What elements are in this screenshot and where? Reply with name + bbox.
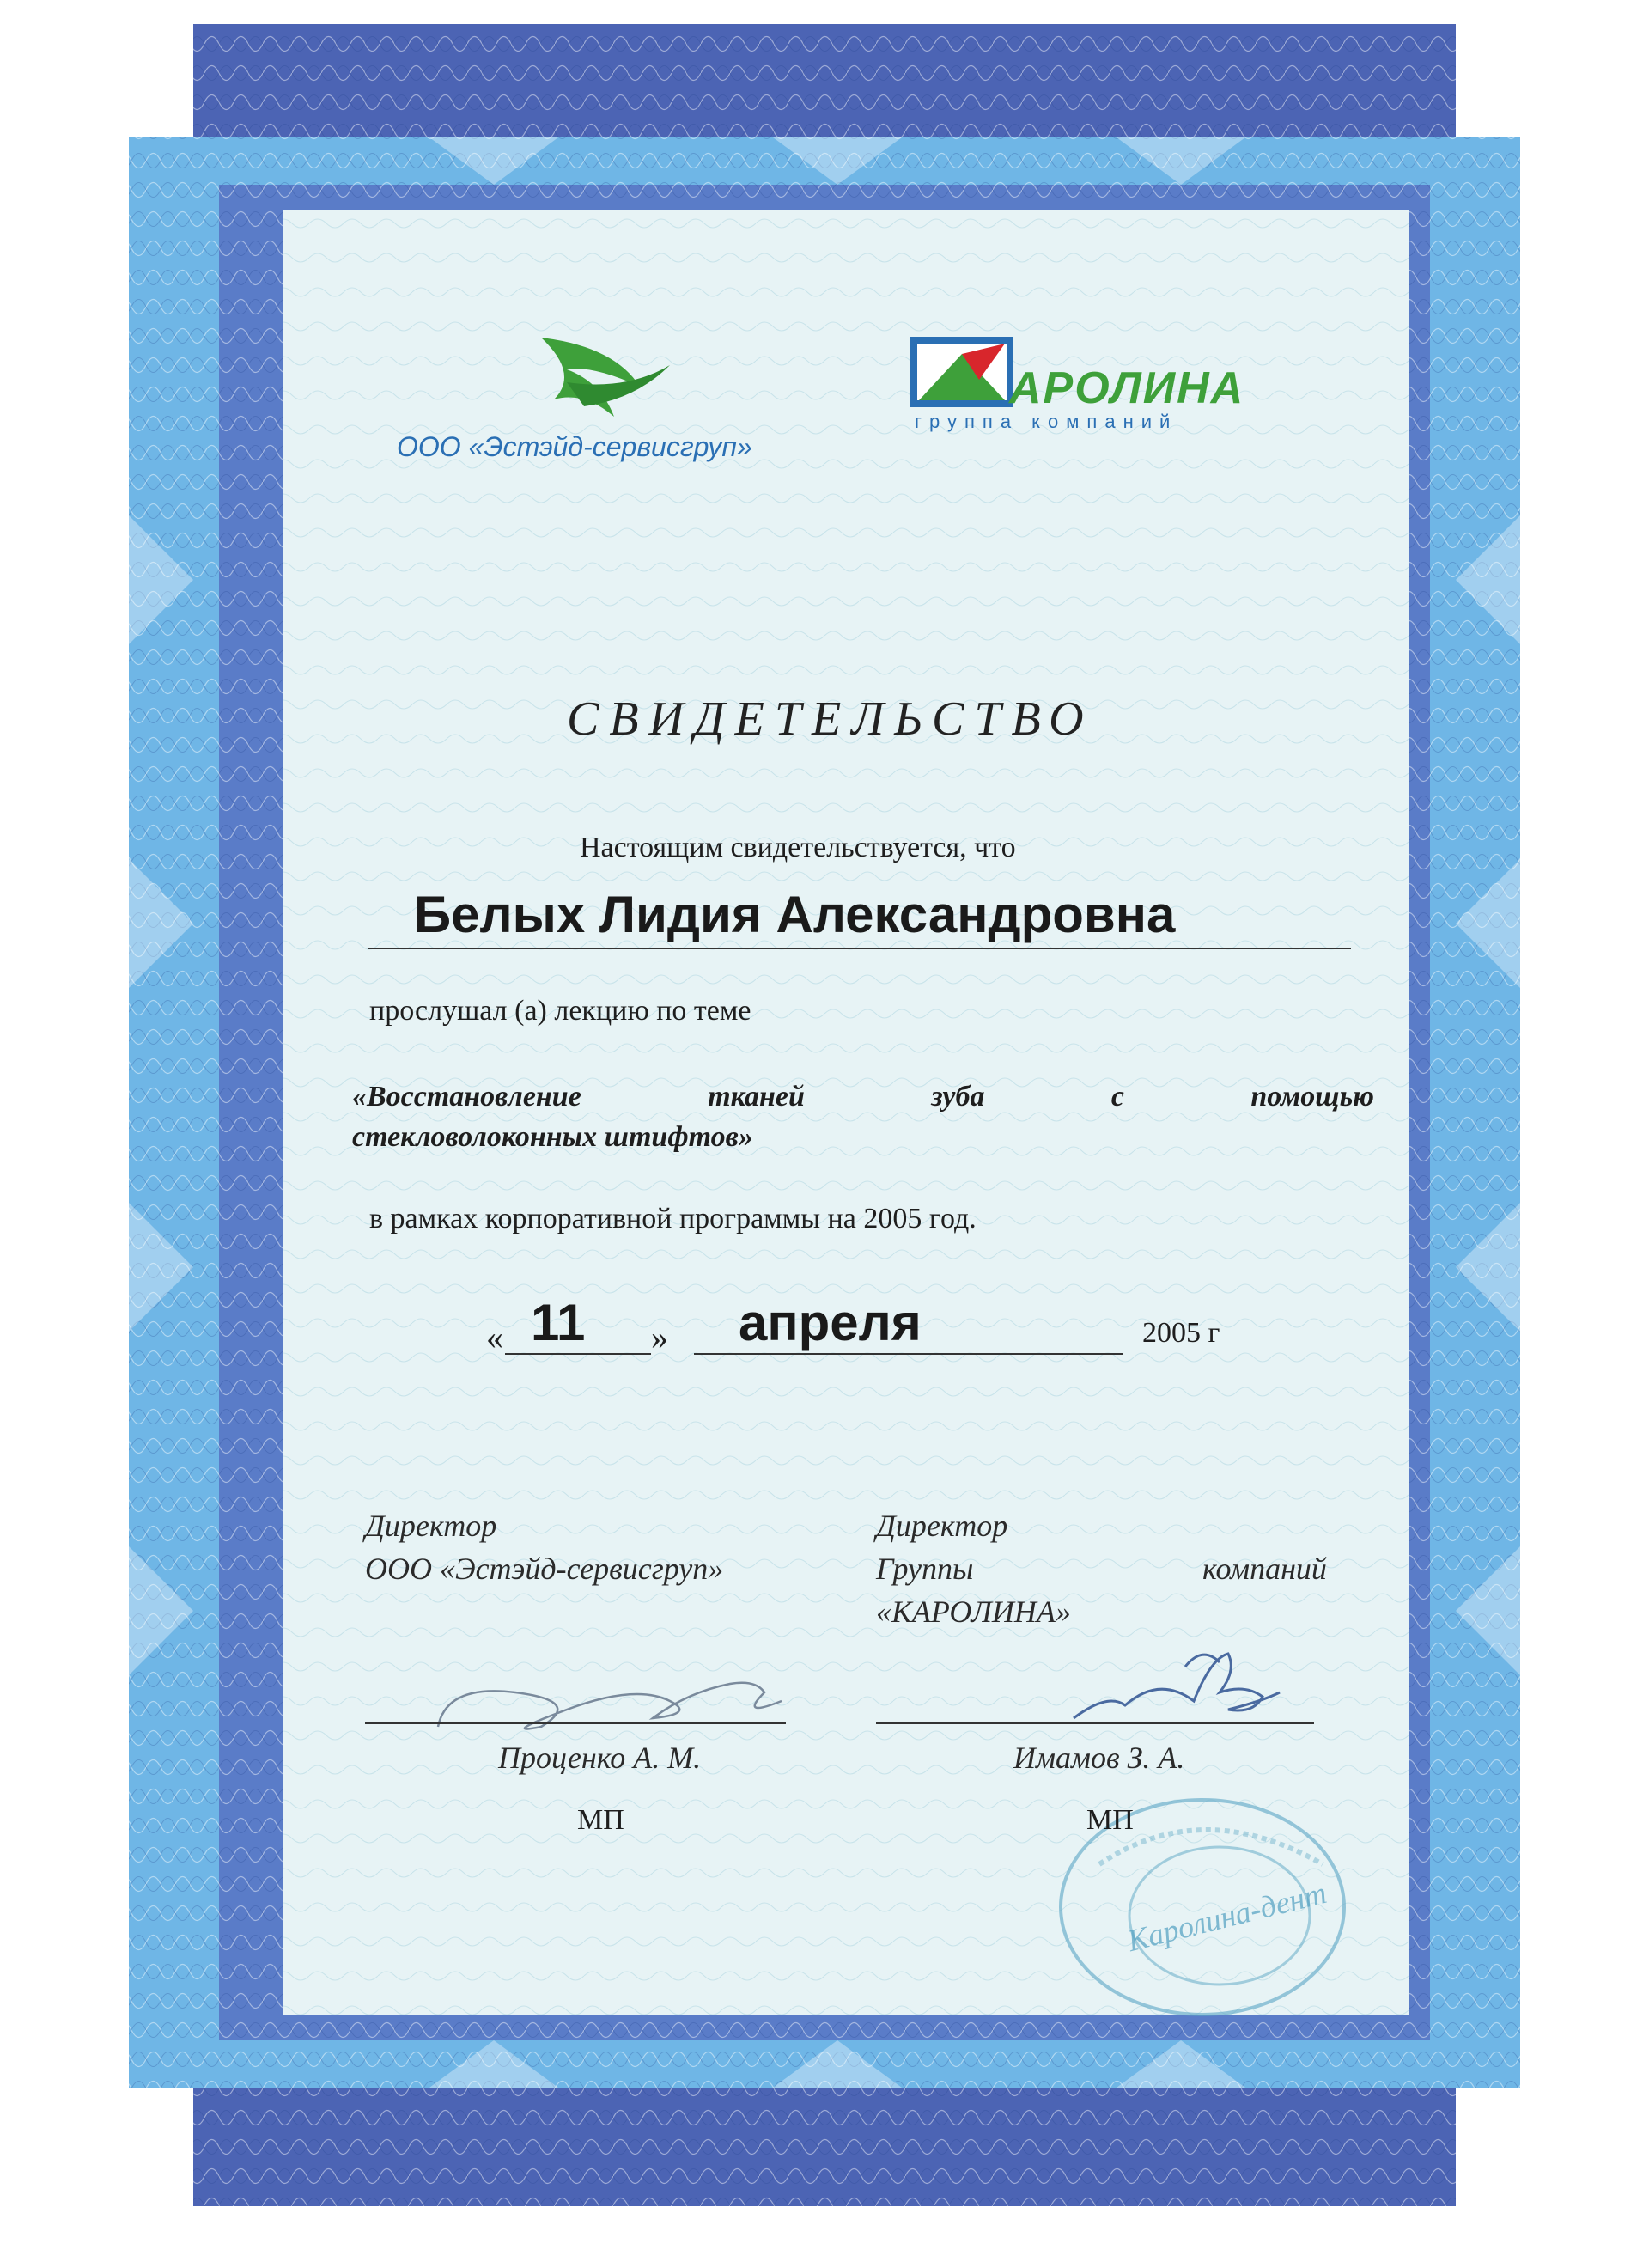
left-handwritten-signature (412, 1667, 816, 1744)
karolina-logo-icon (910, 337, 1013, 407)
topic-word: помощью (1250, 1081, 1374, 1113)
right-signatory-org-group: Группы (876, 1552, 974, 1586)
right-signatory-org-companies: компаний (1202, 1552, 1327, 1586)
date-year: 2005 г (1142, 1317, 1220, 1349)
date-day: 11 (531, 1294, 586, 1351)
date-day-underline (505, 1353, 651, 1355)
topic-line-1 (352, 1081, 1374, 1113)
topic-word: зуба (931, 1081, 985, 1113)
topic-line-2: стекловолоконных штифтов» (352, 1121, 753, 1153)
right-stamp-label: МП (1086, 1804, 1134, 1836)
estaid-logo-icon (532, 331, 678, 425)
program-text: в рамках корпоративной программы на 2005 год. (369, 1203, 977, 1235)
left-signature-line (365, 1722, 786, 1724)
certificate-title: СВИДЕТЕЛЬСТВО (567, 692, 1094, 746)
left-stamp-label: МП (577, 1804, 624, 1836)
topic-word: с (1110, 1081, 1124, 1113)
left-signatory-name: Проценко А. М. (498, 1741, 702, 1775)
left-logo-caption: ООО «Эстэйд-сервисгруп» (397, 431, 752, 462)
right-signatory-role: Директор (876, 1509, 1008, 1543)
date-month: апреля (739, 1294, 922, 1351)
recipient-name: Белых Лидия Александровна (414, 886, 1176, 943)
right-signatory-org-name: «КАРОЛИНА» (876, 1594, 1071, 1629)
right-logo-subtitle: группа компаний (915, 411, 1178, 432)
date-open-quote: « (486, 1318, 503, 1357)
attended-text: прослушал (а) лекцию по теме (369, 995, 751, 1027)
intro-text: Настоящим свидетельствуется, что (580, 832, 1016, 863)
stamp-text: Каролина-дент (1123, 1875, 1330, 1959)
topic-word: тканей (708, 1081, 805, 1113)
right-signatory-name: Имамов З. А. (1013, 1741, 1185, 1775)
name-underline (368, 948, 1351, 949)
right-signature-line (876, 1722, 1314, 1724)
date-close-quote: » (651, 1318, 668, 1357)
left-signatory-role: Директор (365, 1509, 497, 1543)
date-month-underline (694, 1353, 1123, 1355)
left-signatory-org: ООО «Эстэйд-сервисгруп» (365, 1552, 724, 1586)
right-handwritten-signature (1056, 1641, 1297, 1735)
topic-word: «Восстановление (352, 1081, 581, 1113)
right-logo-wordmark: АРОЛИНА (1009, 363, 1245, 413)
